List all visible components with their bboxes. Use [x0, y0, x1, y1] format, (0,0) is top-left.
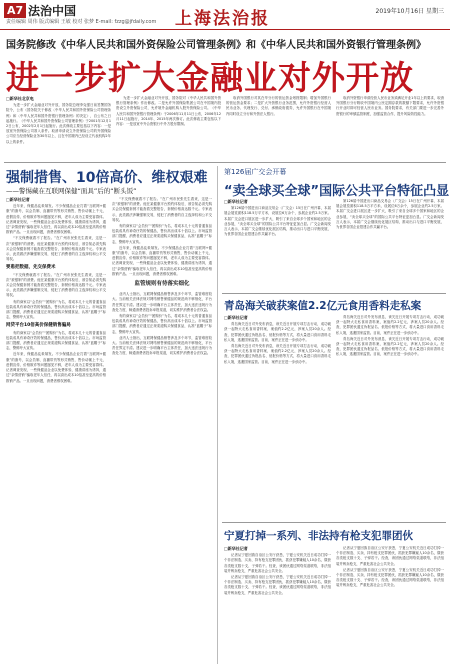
- story4-text-col2-b: 青岛海关近日对外发布消息，该关近日开展专项打击行动，成功破获一起特大走私食用香料案，案值约2.2亿元，涉案人员20余人。经查，犯罪团伙通过伪报品名、低报价格等方式，将大量进口食用香料走私入境，逃避国家监管。目前，案件正在进一步侦办中。: [336, 336, 444, 357]
- story5-text-col2-b: 记者从宁夏回族自治区公安厅获悉，宁夏公安机关近日成功打掉一个非法制造、买卖、持有枪支犯罪团伙，抓获犯罪嫌疑人10余名，缴获各类枪支数十支、子弹若干。经查，该团伙通过网络渠道联络，非法组装并贩卖枪支，严重危害社会公共安全。: [336, 567, 444, 588]
- masthead: [0, 0, 450, 30]
- story2-col2-text-d2: 业内人士指出，互联网保健品销售涉及多个环节，监管难度较大。当前相关法律法规对网络销售保健品的规范尚不够细化，平台责任界定不清。建议进一步明确平台主体责任，加大违法违规行为查处力度，畅通消费者投诉举报渠道，切实维护消费者合法权益。: [112, 335, 212, 356]
- story4-column-2: [336, 315, 444, 425]
- story4-headline: 青岛海关破获案值2.2亿元食用香料走私案: [224, 300, 422, 312]
- story2-text-c: 有的商家以“会员价”“团购价”为名，将成本几十元的普通食品包装成具有神奇疗效的保健品，售价高出成本十倍以上。市场监管部门提醒，消费者应通过正规渠道购买保健食品，认准“蓝帽子”标志，警惕夸大宣传。: [6, 330, 106, 351]
- story2-text-b: “不交保费就看不了报告。”在广州市民张先生看来，这是一次“被强制”的消费。他在某健康平台预约体检后，被告知必须先购买会员保健套餐才能查看完整报告，套餐价格高达数千元。专家表示，此类做法涉嫌强制交易，侵犯了消费者的自主选择权和公平交易权。: [6, 272, 106, 298]
- story2-col2-text: 近年来，保健品乱象频发。不少保健品企业打着“互联网+健康”的旗号，以会员制、直播带货等形式销售，售价动辄上千元，虚假宣传、价格欺诈等问题屡见不鲜，老年人成为主要受害群体。记者调查发现，一些保健品企业以免费体验、健康讲座为诱饵，通过“亲情营销”骗取老年人信任，再以高出成本10倍甚至更高的价格推销产品。一旦出现问题，消费者维权困难。: [112, 245, 212, 276]
- story3-column-1: [224, 199, 331, 291]
- story3-divider: [222, 293, 446, 294]
- story3-column-2: [336, 199, 444, 291]
- story5-text-col2: 记者从宁夏回族自治区公安厅获悉，宁夏公安机关近日成功打掉一个非法制造、买卖、持有枪支犯罪团伙，抓获犯罪嫌疑人10余名，缴获各类枪支数十支、子弹若干。经查，该团伙通过网络渠道联络，非法组装并贩卖枪支，严重危害社会公共安全。: [336, 546, 444, 566]
- story5-text: 记者从宁夏回族自治区公安厅获悉，宁夏公安机关近日成功打掉一个非法制造、买卖、持有枪支犯罪团伙，抓获犯罪嫌疑人10余名，缴获各类枪支数十支、子弹若干。经查，该团伙通过网络渠道联络，非法组装并贩卖枪支，严重危害社会公共安全。: [224, 553, 331, 573]
- lead-text-2: 为进一步扩大金融业对外开放，国务院对《中华人民共和国外资银行管理条例》作出修改。二是允许外国保险集团公司在中国境内投资设立外资保险公司，允许境外金融机构入股外资保险公司。《中华人民共和国外资银行管理条例》于2006年11月11日公布，2006年12月11日起施行，2014年、2015年两次修订。此次修改主要包括以下内容：一是放宽中外合资银行中外方股东限制。: [116, 96, 221, 127]
- lead-text-4: 取消外资银行申请经营人民币业务须满足开业1年以上的要求，取消外国银行分行吸收中国境内公民定期存款的数额下限要求，允许外资银行开业时即可经营人民币业务。国务院要求，有关部门要进一步完善外资银行的审慎监管制度，加强监管合作，提升风险防控能力。: [336, 96, 444, 116]
- story4-text-repeat: 青岛海关近日对外发布消息，该关近日开展专项打击行动，成功破获一起特大走私食用香料案，案值约2.2亿元，涉案人员20余人。经查，犯罪团伙通过伪报品名、低报价格等方式，将大量进口食用香料走私入境，逃避国家监管。目前，案件正在进一步侦办中。: [224, 344, 331, 364]
- story2-text-repeat-2: 近年来，保健品乱象频发。不少保健品企业打着“互联网+健康”的旗号，以会员制、直播带货等形式销售，售价动辄上千元，虚假宣传、价格欺诈等问题屡见不鲜，老年人成为主要受害群体。记者调查发现，一些保健品企业以免费体验、健康讲座为诱饵，通过“亲情营销”骗取老年人信任，再以高出成本10倍甚至更高的价格推销产品。一旦出现问题，消费者维权困难。: [6, 352, 106, 383]
- story4-text-col2: 青岛海关近日对外发布消息，该关近日开展专项打击行动，成功破获一起特大走私食用香料案，案值约2.2亿元，涉案人员20余人。经查，犯罪团伙通过伪报品名、低报价格等方式，将大量进口食用香料走私入境，逃避国家监管。目前，案件正在进一步侦办中。: [336, 315, 444, 335]
- story2-text-c-repeat: 有的商家以“会员价”“团购价”为名，将成本几十元的普通食品包装成具有神奇疗效的保健品，售价高出成本十倍以上。市场监管部门提醒，消费者应通过正规渠道购买保健食品，认准“蓝帽子”标志，警惕夸大宣传。: [6, 299, 106, 320]
- story2-text-d: 业内人士指出，互联网保健品销售涉及多个环节，监管难度较大。当前相关法律法规对网络销售保健品的规范尚不够细化，平台责任界定不清。建议进一步明确平台主体责任，加大违法违规行为查处力度，畅通消费者投诉举报渠道，切实维护消费者合法权益。: [112, 292, 212, 312]
- lead-text-1: 为进一步扩大金融业对外开放，国务院总理李克强日前签署国务院令，公布《国务院关于修改〈中华人民共和国外资保险公司管理条例〉和〈中华人民共和国外资银行管理条例〉的决定》，自公布之日起施行。《中华人民共和国外资保险公司管理条例》于2001年12月12日公布，2002年2月1日起施行。此次修改主要包括以下内容：一是放宽外资保险公司准入条件。取消申请设立外资保险公司的外国保险公司应当经营保险业务30年以上、且在中国境内已经设立代表机构2年以上的条件。: [6, 103, 111, 144]
- story5-headline: 宁夏打掉一系列、非法持有枪支犯罪团伙: [224, 530, 413, 542]
- story2-col2-text-c: 有的商家以“会员价”“团购价”为名，将成本几十元的普通食品包装成具有神奇疗效的保健品，售价高出成本十倍以上。市场监管部门提醒，消费者应通过正规渠道购买保健食品，认准“蓝帽子”标志，警惕夸大宣传。: [112, 224, 212, 244]
- story4-column-1: [224, 315, 331, 425]
- story3-text-col2: 第126届中国进出口商品交易会（广交会）15日在广州开幕，本届展会展览面积118.5万平方米，设展位6万余个，参展企业约2.5万家。本届广交会进口展区进一步扩大，吸引了来自全球多个国家和地区的企业参展，“卖全球买全球”的国际公共平台特征更加凸显。广交会新闻发言人表示，本届广交会继续优化展区结构，推动出口与进口平衡发展，为世界各国企业搭建合作共赢平台。: [336, 199, 444, 230]
- lead-column-3: [226, 96, 331, 156]
- lead-column-1: [6, 96, 111, 156]
- story2-text-repeat: “不交保费就看不了报告。”在广州市民张先生看来，这是一次“被强制”的消费。他在某健康平台预约体检后，被告知必须先购买会员保健套餐才能查看完整报告，套餐价格高达数千元。专家表示，此类做法涉嫌强制交易，侵犯了消费者的自主选择权和公平交易权。: [6, 236, 106, 262]
- story2-column-2: [112, 197, 212, 662]
- story2-column-1: [6, 197, 106, 662]
- lead-byline: □新华社北京电: [6, 96, 34, 101]
- story4-text: 青岛海关近日对外发布消息，该关近日开展专项打击行动，成功破获一起特大走私食用香料案，案值约2.2亿元，涉案人员20余人。经查，犯罪团伙通过伪报品名、低报价格等方式，将大量进口食用香料走私入境，逃避国家监管。目前，案件正在进一步侦办中。: [224, 322, 331, 342]
- story5-byline: □新华社记者: [224, 546, 248, 551]
- story3-headline: “卖全球买全球”国际公共平台特征凸显: [224, 184, 450, 199]
- story3-byline: □新华社记者: [224, 199, 248, 204]
- lead-column-4: [336, 96, 444, 156]
- story3-text: 第126届中国进出口商品交易会（广交会）15日在广州开幕，本届展会展览面积118.5万平方米，设展位6万余个，参展企业约2.5万家。本届广交会进口展区进一步扩大，吸引了来自全球多个国家和地区的企业参展，“卖全球买全球”的国际公共平台特征更加凸显。广交会新闻发言人表示，本届广交会继续优化展区结构，推动出口与进口平衡发展，为世界各国企业搭建合作共赢平台。: [224, 206, 331, 237]
- column-divider: [217, 166, 218, 664]
- section-divider: [4, 162, 446, 163]
- lead-text-3: 取消外国银行对其在华分行的营运资金划拨限制；增加外国银行的营运资金要求；二是扩大外资银行业务范围，允许外资银行经营人民币业务、代理发行、兑付、承销政府债券，允许外国银行在中国境内同时设立分行和外资法人银行。: [226, 96, 331, 116]
- story2-subtitle: ——警惕藏在互联网保健“面具”后的“断头饭”: [6, 187, 137, 195]
- story3-kicker: 第126届广交会开幕: [224, 168, 287, 176]
- story4-divider: [222, 522, 446, 523]
- story2-text: 近年来，保健品乱象频发。不少保健品企业打着“互联网+健康”的旗号，以会员制、直播带货等形式销售，售价动辄上千元，虚假宣传、价格欺诈等问题屡见不鲜，老年人成为主要受害群体。记者调查发现，一些保健品企业以免费体验、健康讲座为诱饵，通过“亲情营销”骗取老年人信任，再以高出成本10倍甚至更高的价格推销产品。一旦出现问题，消费者维权困难。: [6, 204, 106, 235]
- story2-subhead-2: 网贷平台10倍高价保健销售骗局: [6, 323, 71, 329]
- story5-column-1: [224, 546, 331, 662]
- story2-col2-text-c2: 有的商家以“会员价”“团购价”为名，将成本几十元的普通食品包装成具有神奇疗效的保健品，售价高出成本十倍以上。市场监管部门提醒，消费者应通过正规渠道购买保健食品，认准“蓝帽子”标志，警惕夸大宣传。: [112, 314, 212, 334]
- story2-headline: 强制措售、10倍高价、维权艰难: [6, 170, 208, 186]
- story2-subhead-1: 要患把数据，先交保费米: [6, 265, 56, 271]
- story2-col2-text-b: “不交保费就看不了报告。”在广州市民张先生看来，这是一次“被强制”的消费。他在某健康平台预约体检后，被告知必须先购买会员保健套餐才能查看完整报告，套餐价格高达数千元。专家表示，此类做法涉嫌强制交易，侵犯了消费者的自主选择权和公平交易权。: [112, 197, 212, 222]
- section-title: 法治中国: [28, 4, 77, 18]
- lead-column-2: [116, 96, 221, 156]
- story2-byline: □新华社记者: [6, 197, 30, 202]
- newspaper-logo: 上海法治报: [175, 9, 270, 29]
- story5-column-2: [336, 546, 444, 662]
- page-number: A7: [4, 3, 26, 18]
- issue-date: 2019年10月16日 星期三: [375, 8, 444, 15]
- lead-kicker: 国务院修改《中华人民共和国外资保险公司管理条例》和《中华人民共和国外资银行管理条例》: [6, 40, 426, 51]
- editors-line: 责任编辑 周伟 版式编辑 王敏 校对 张梦 E-mail: fzzg@jfdaily.com: [6, 19, 157, 25]
- story5-text-repeat: 记者从宁夏回族自治区公安厅获悉，宁夏公安机关近日成功打掉一个非法制造、买卖、持有枪支犯罪团伙，抓获犯罪嫌疑人10余名，缴获各类枪支数十支、子弹若干。经查，该团伙通过网络渠道联络，非法组装并贩卖枪支，严重危害社会公共安全。: [224, 575, 331, 595]
- lead-headline: 进一步扩大金融业对外开放: [6, 58, 414, 97]
- story4-byline: □新华社记者: [224, 315, 248, 320]
- story2-subhead-3: 监管规则有待落实细化: [134, 281, 190, 288]
